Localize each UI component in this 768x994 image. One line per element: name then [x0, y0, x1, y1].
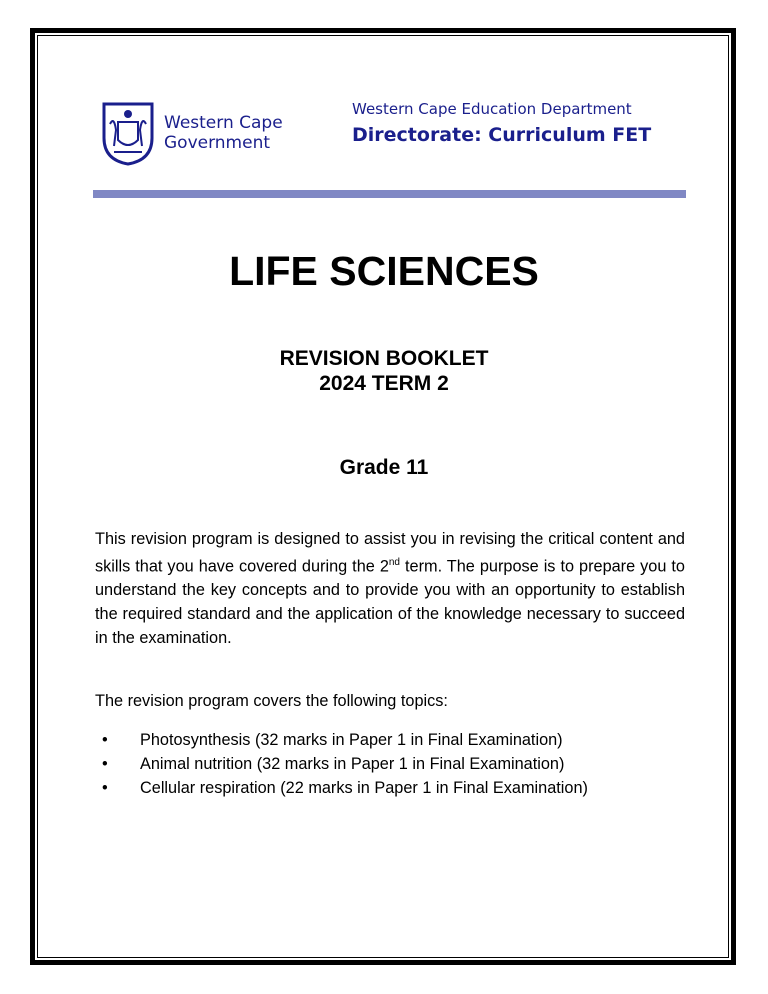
- topics-list: [100, 728, 588, 800]
- grade-heading: Grade 11: [339, 456, 429, 479]
- directorate-name: Directorate: Curriculum FET: [352, 124, 652, 146]
- page-border-inner: [37, 35, 729, 958]
- list-item: • Cellular respiration (22 marks in Paper 1 in Final Examination): [120, 776, 588, 800]
- intro-text-b: term. The purpose is to prepare you to understand the key concepts and to provide you with an opportunity to establish the required standard and the application of the knowledge necessary to succeed in the examination.: [95, 557, 685, 648]
- logo-line-2: Government: [164, 133, 271, 153]
- page-title: LIFE SCIENCES: [229, 248, 539, 294]
- topics-intro: The revision program covers the following topics:: [95, 692, 448, 710]
- subtitle-line-1: REVISION BOOKLET: [279, 347, 489, 370]
- header-divider: [93, 190, 686, 198]
- intro-text-a: This revision program is designed to assist you in revising the critical content and skills that you have covered during the 2: [95, 530, 685, 576]
- list-item: • Animal nutrition (32 marks in Paper 1 in Final Examination): [120, 752, 588, 776]
- department-name: Western Cape Education Department: [352, 100, 632, 118]
- intro-paragraph: [95, 527, 685, 650]
- intro-superscript: nd: [388, 557, 400, 568]
- page-border: [30, 28, 736, 965]
- logo-line-1: Western Cape: [164, 113, 283, 133]
- subtitle-line-2: 2024 TERM 2: [319, 372, 449, 395]
- list-item: • Photosynthesis (32 marks in Paper 1 in Final Examination): [120, 728, 588, 752]
- coat-of-arms-icon: [100, 100, 156, 166]
- subtitle: [0, 346, 768, 396]
- western-cape-government-logo: [100, 100, 283, 166]
